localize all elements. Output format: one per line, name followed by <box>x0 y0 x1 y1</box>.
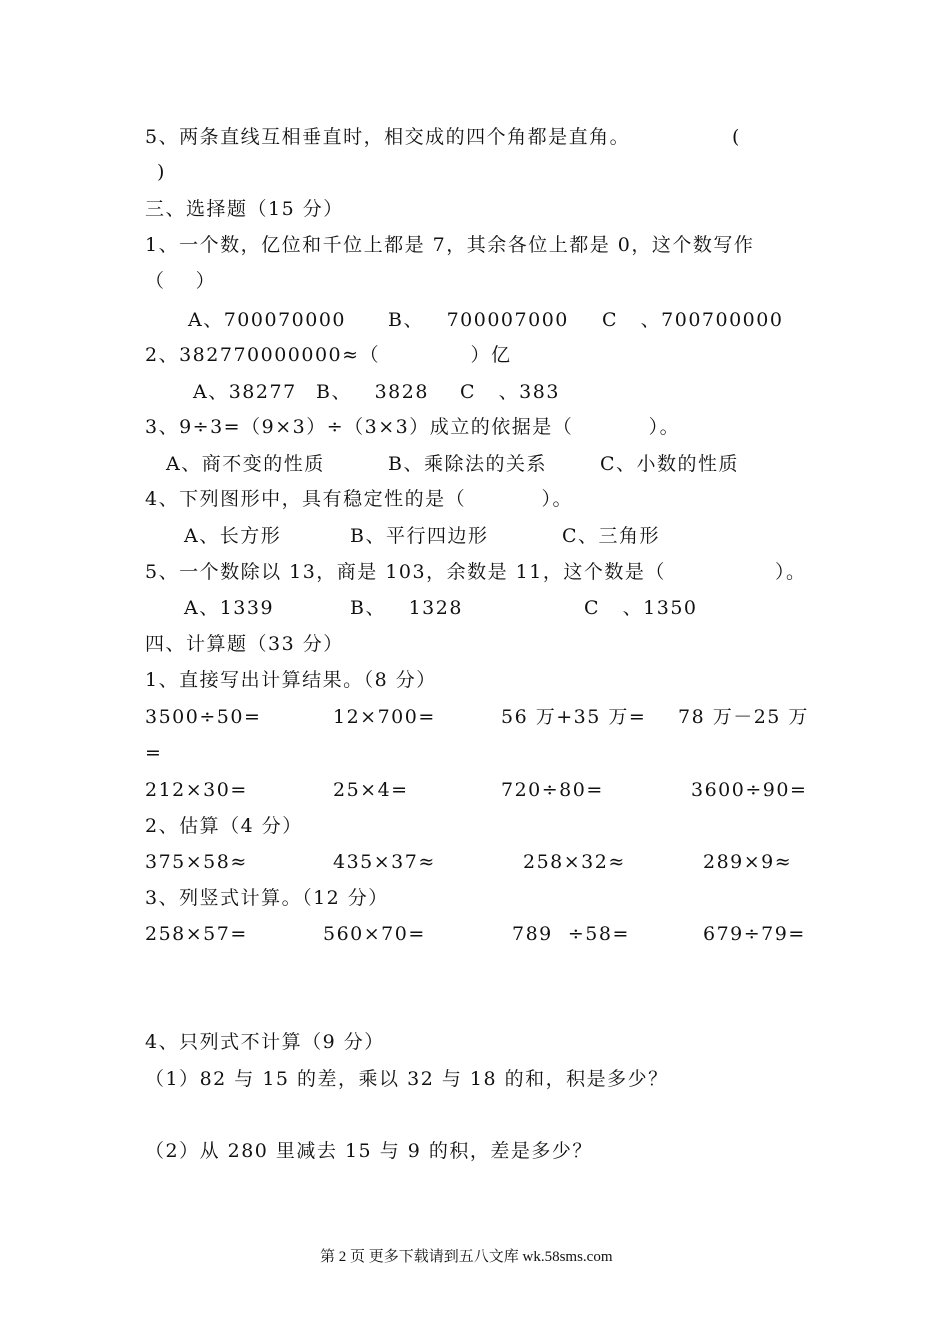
choice-q1-option-b: B、 700007000 <box>388 309 569 331</box>
judgment-q5-text: 5、两条直线互相垂直时，相交成的四个角都是直角。 <box>145 126 631 148</box>
choice-q3-option-a: A、商不变的性质 <box>166 453 325 475</box>
choice-q5-option-a: A、1339 <box>184 597 275 619</box>
choice-q5-option-c: C 、1350 <box>584 597 698 619</box>
choice-q4-option-c: C、三角形 <box>562 525 661 547</box>
calc-s1-heading: 1、直接写出计算结果。（8 分） <box>145 669 437 691</box>
calc-s3-heading: 3、列竖式计算。（12 分） <box>145 887 389 909</box>
choice-q4-option-b: B、平行四边形 <box>350 525 489 547</box>
choice-q3-text: 3、9÷3=（9×3）÷（3×3）成立的依据是（ ）。 <box>145 416 681 438</box>
choice-q1-option-c: C 、700700000 <box>602 309 784 331</box>
choice-q2-text: 2、382770000000≈（ ）亿 <box>145 344 512 366</box>
calc-s3-item: 258×57= <box>145 923 248 945</box>
choice-q5-close: ）。 <box>775 561 807 583</box>
choice-q4-text: 4、下列图形中，具有稳定性的是（ ）。 <box>145 488 573 510</box>
calc-s1-r2-item: 720÷80= <box>501 779 604 801</box>
judgment-q5-close-paren: ) <box>157 161 166 183</box>
calc-s3-item: 560×70= <box>323 923 426 945</box>
calc-s1-r2-item: 3600÷90= <box>691 779 808 801</box>
calc-s2-item: 375×58≈ <box>145 851 248 873</box>
calc-s4-q2: （2）从 280 里减去 15 与 9 的积，差是多少？ <box>145 1140 593 1162</box>
judgment-q5-open-paren: ( <box>732 126 741 148</box>
calc-s2-item: 258×32≈ <box>523 851 626 873</box>
calc-s1-r1-item: 12×700= <box>333 706 436 728</box>
choice-q1-option-a: A、700070000 <box>188 309 347 331</box>
calc-s2-heading: 2、估算（4 分） <box>145 815 303 837</box>
choice-q3-option-c: C、小数的性质 <box>600 453 740 475</box>
choice-q5-text: 5、一个数除以 13，商是 103，余数是 11，这个数是（ <box>145 561 666 583</box>
choice-q3-option-b: B、乘除法的关系 <box>388 453 547 475</box>
calc-s1-r1-wrap: = <box>145 742 163 764</box>
choice-q5-option-b: B、 1328 <box>350 597 463 619</box>
calc-s3-item: 679÷79= <box>703 923 806 945</box>
calc-s4-q1: （1）82 与 15 的差，乘以 32 与 18 的和，积是多少？ <box>145 1068 669 1090</box>
choice-q2-option-c: C 、383 <box>460 381 560 403</box>
calc-s4-heading: 4、只列式不计算（9 分） <box>145 1031 385 1053</box>
calc-section-heading: 四、计算题（33 分） <box>145 633 344 655</box>
choice-q1-paren: （ ） <box>145 270 217 292</box>
calc-s1-r1-item: 3500÷50= <box>145 706 262 728</box>
choice-q1-text: 1、一个数，亿位和千位上都是 7，其余各位上都是 0，这个数写作 <box>145 234 755 256</box>
page-footer: 第 2 页 更多下载请到五八文库 wk.58sms.com <box>320 1249 613 1265</box>
calc-s3-item: 789 ÷58= <box>512 923 630 945</box>
choice-q2-option-b: B、 3828 <box>316 381 429 403</box>
calc-s1-r2-item: 25×4= <box>333 779 409 801</box>
calc-s2-item: 289×9≈ <box>703 851 793 873</box>
choice-section-heading: 三、选择题（15 分） <box>145 198 344 220</box>
calc-s2-item: 435×37≈ <box>333 851 436 873</box>
choice-q2-option-a: A、38277 <box>193 381 297 403</box>
choice-q4-option-a: A、长方形 <box>184 525 282 547</box>
calc-s1-r2-item: 212×30= <box>145 779 248 801</box>
calc-s1-r1-item: 56 万+35 万= <box>501 706 647 728</box>
calc-s1-r1-item: 78 万－25 万 <box>678 706 809 728</box>
